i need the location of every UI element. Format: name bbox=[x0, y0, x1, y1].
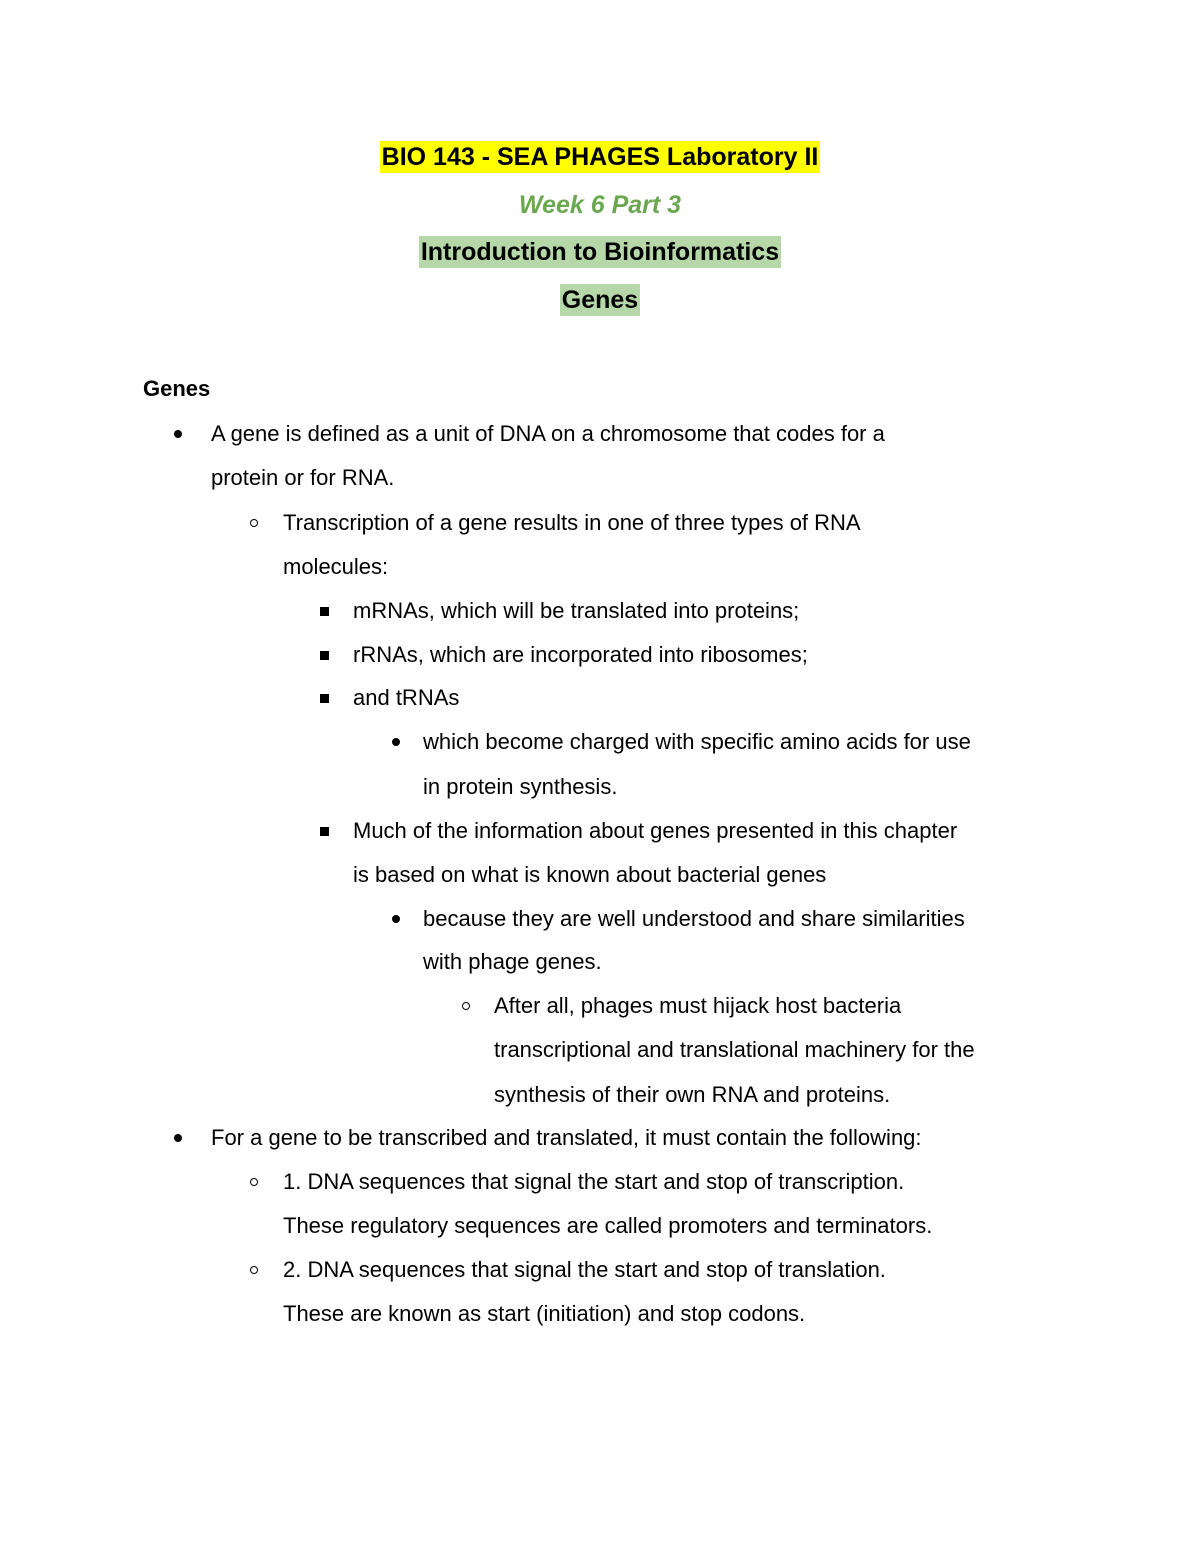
bullet-square-icon bbox=[313, 596, 335, 616]
list-item-text: with phage genes. bbox=[423, 949, 602, 974]
list-item-text: These are known as start (initiation) and stop codons. bbox=[283, 1301, 806, 1326]
bullet-square-icon bbox=[313, 683, 335, 703]
list-item-text: 2. DNA sequences that signal the start and stop of translation. bbox=[283, 1257, 886, 1282]
list-item-text: 1. DNA sequences that signal the start and stop of transcription. bbox=[283, 1169, 905, 1194]
week-line bbox=[0, 188, 1200, 222]
list-item-text: Transcription of a gene results in one of three types of RNA bbox=[283, 510, 861, 535]
bullet-circle-icon bbox=[243, 1255, 265, 1274]
list-item-text: and tRNAs bbox=[353, 685, 460, 710]
list-item-text: A gene is defined as a unit of DNA on a chromosome that codes for a bbox=[211, 421, 885, 446]
list-item-text: synthesis of their own RNA and proteins. bbox=[494, 1082, 891, 1107]
list-item-text: because they are well understood and share similarities bbox=[423, 906, 965, 931]
topic-line bbox=[0, 235, 1200, 269]
list-item-text: After all, phages must hijack host bacteria bbox=[494, 993, 902, 1018]
list-item-text: in protein synthesis. bbox=[423, 774, 618, 799]
course-title-line bbox=[0, 140, 1200, 174]
course-title: BIO 143 - SEA PHAGES Laboratory II bbox=[381, 143, 819, 171]
subtopic-line bbox=[0, 283, 1200, 317]
list-item-text: which become charged with specific amino acids for use bbox=[423, 729, 971, 754]
week-label: Week 6 Part 3 bbox=[518, 191, 682, 219]
list-item-text: molecules: bbox=[283, 554, 389, 579]
bullet-circle-icon bbox=[455, 991, 477, 1010]
bullet-square-icon bbox=[313, 816, 335, 836]
topic-title: Introduction to Bioinformatics bbox=[420, 238, 780, 266]
bullet-disc-icon bbox=[385, 727, 407, 746]
bullet-circle-icon bbox=[243, 508, 265, 527]
list-item-text: These regulatory sequences are called promoters and terminators. bbox=[283, 1213, 933, 1238]
bullet-circle-icon bbox=[243, 1167, 265, 1186]
list-item-text: rRNAs, which are incorporated into ribosomes; bbox=[353, 642, 808, 667]
list-item-text: transcriptional and translational machinery for the bbox=[494, 1037, 975, 1062]
list-item-text: mRNAs, which will be translated into proteins; bbox=[353, 598, 800, 623]
bullet-disc-icon bbox=[167, 419, 189, 438]
subtopic-title: Genes bbox=[561, 286, 639, 314]
section-heading: Genes bbox=[143, 376, 211, 401]
list-item-text: Much of the information about genes presented in this chapter bbox=[353, 818, 958, 843]
bullet-disc-icon bbox=[385, 904, 407, 923]
list-item-text: For a gene to be transcribed and translated, it must contain the following: bbox=[211, 1125, 922, 1150]
list-item-text: protein or for RNA. bbox=[211, 465, 395, 490]
list-item-text: is based on what is known about bacterial genes bbox=[353, 862, 827, 887]
bullet-square-icon bbox=[313, 640, 335, 660]
bullet-disc-icon bbox=[167, 1123, 189, 1142]
